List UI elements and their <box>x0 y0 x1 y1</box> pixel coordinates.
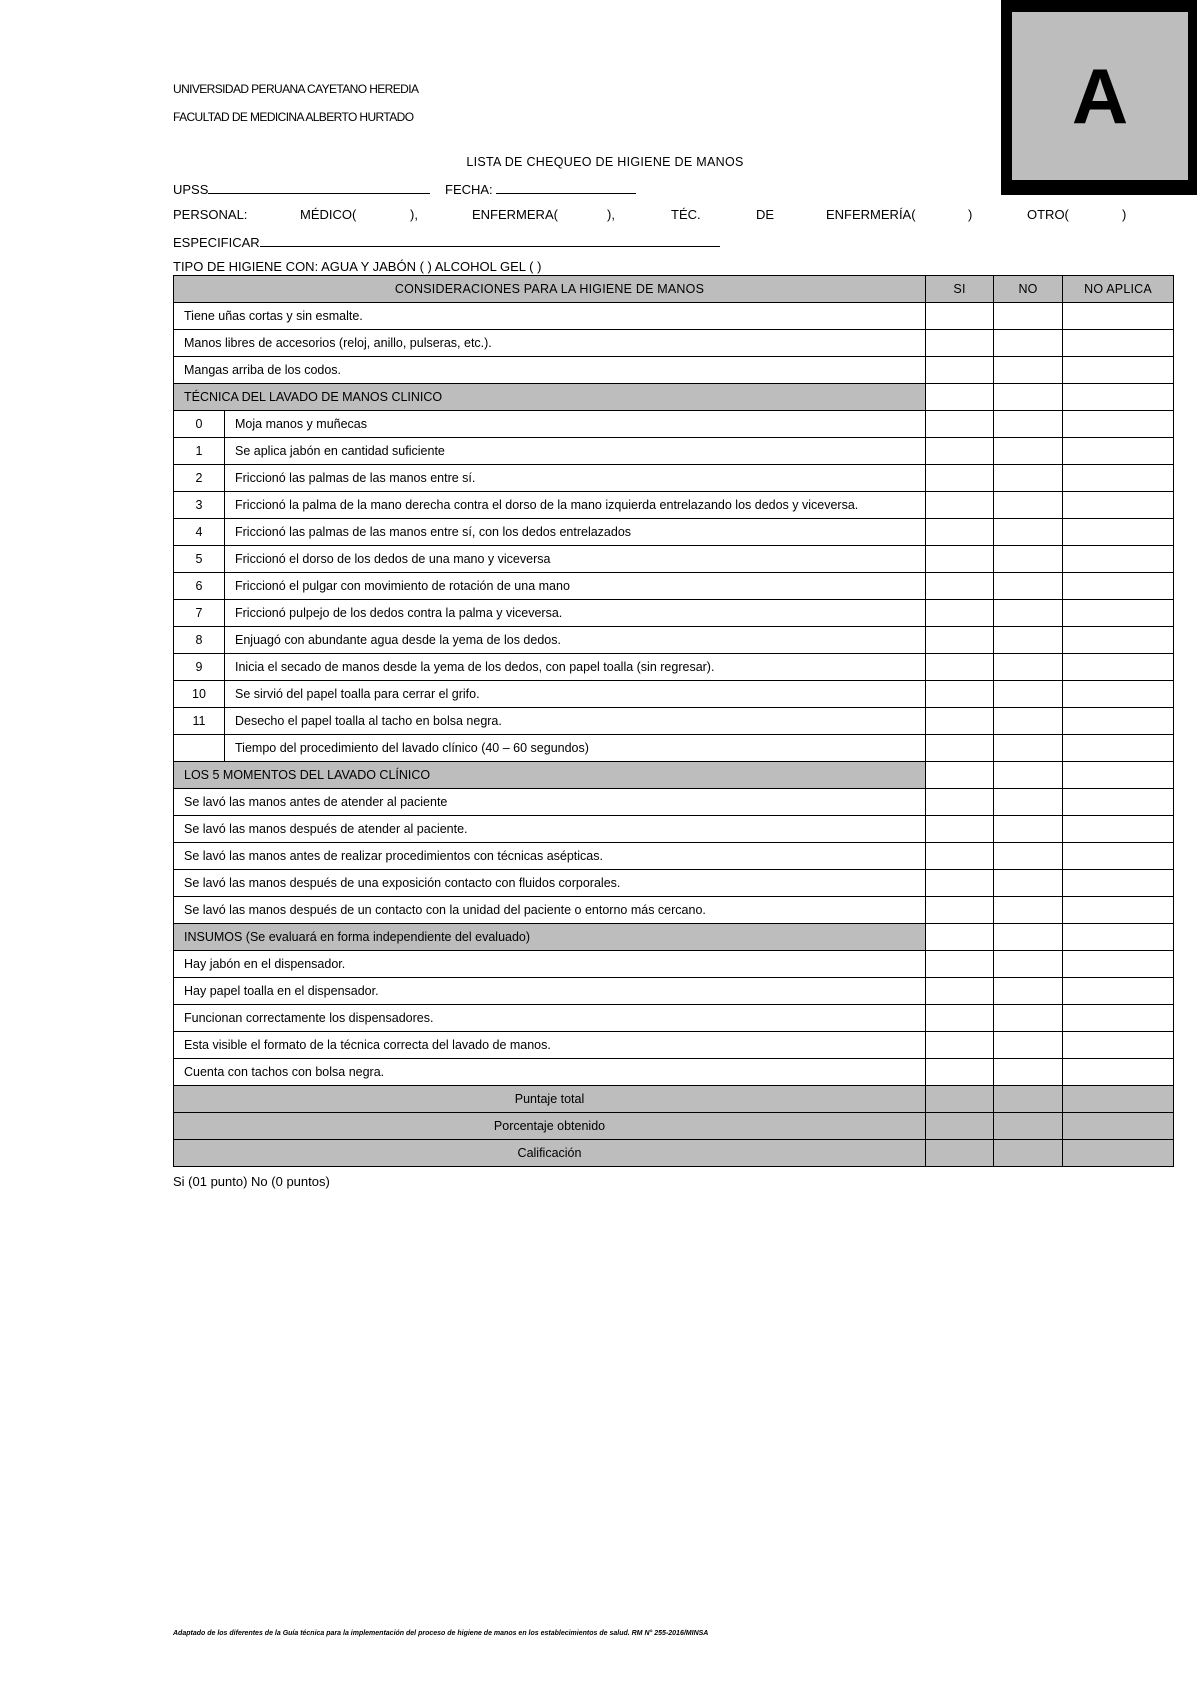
table-row <box>174 708 1174 735</box>
moment-text: Se lavó las manos después de atender al paciente. <box>174 816 926 843</box>
no-aplica-checkbox-cell[interactable] <box>1063 573 1174 600</box>
no-aplica-checkbox-cell[interactable] <box>1063 492 1174 519</box>
no-checkbox-cell[interactable] <box>994 654 1063 681</box>
consideration-text: Mangas arriba de los codos. <box>174 357 926 384</box>
total-label: Puntaje total <box>174 1086 926 1113</box>
no-aplica-checkbox-cell[interactable] <box>1063 1059 1174 1086</box>
no-checkbox-cell[interactable] <box>994 762 1063 789</box>
especificar-label: ESPECIFICAR <box>173 235 260 250</box>
no-checkbox-cell[interactable] <box>994 303 1063 330</box>
si-checkbox-cell[interactable] <box>926 411 994 438</box>
footer-source-note: Adaptado de los diferentes de la Guía técnica para la implementación del proceso de higiene de manos en los establecimientos de salud. RM N° 255-2016/MINSA <box>173 1630 709 1637</box>
no-aplica-checkbox-cell[interactable] <box>1063 681 1174 708</box>
step-text: Enjuagó con abundante agua desde la yema de los dedos. <box>225 627 926 654</box>
table-row <box>174 303 1174 330</box>
moment-text: Se lavó las manos antes de atender al paciente <box>174 789 926 816</box>
no-aplica-checkbox-cell[interactable] <box>1063 411 1174 438</box>
supply-text: Hay jabón en el dispensador. <box>174 951 926 978</box>
table-row <box>174 1059 1174 1086</box>
no-aplica-checkbox-cell[interactable] <box>1063 708 1174 735</box>
section-technique <box>174 384 1174 411</box>
si-checkbox-cell[interactable] <box>926 627 994 654</box>
section-title-moments: LOS 5 MOMENTOS DEL LAVADO CLÍNICO <box>174 762 926 789</box>
table-row <box>174 330 1174 357</box>
total-no-aplica-cell[interactable] <box>1063 1113 1174 1140</box>
no-aplica-checkbox-cell[interactable] <box>1063 438 1174 465</box>
step-text: Friccionó pulpejo de los dedos contra la palma y viceversa. <box>225 600 926 627</box>
no-checkbox-cell[interactable] <box>994 924 1063 951</box>
header-no-aplica: NO APLICA <box>1063 276 1174 303</box>
no-aplica-checkbox-cell[interactable] <box>1063 600 1174 627</box>
step-number: 11 <box>174 708 225 735</box>
no-aplica-checkbox-cell[interactable] <box>1063 843 1174 870</box>
no-checkbox-cell[interactable] <box>994 708 1063 735</box>
no-aplica-checkbox-cell[interactable] <box>1063 897 1174 924</box>
table-row <box>174 438 1174 465</box>
moment-text: Se lavó las manos después de un contacto con la unidad del paciente o entorno más cercano. <box>174 897 926 924</box>
form-title: LISTA DE CHEQUEO DE HIGIENE DE MANOS <box>466 155 744 169</box>
no-aplica-checkbox-cell[interactable] <box>1063 357 1174 384</box>
si-checkbox-cell[interactable] <box>926 789 994 816</box>
scoring-note: Si (01 punto) No (0 puntos) <box>173 1174 330 1189</box>
total-no-aplica-cell[interactable] <box>1063 1140 1174 1167</box>
consideration-text: Manos libres de accesorios (reloj, anillo, pulseras, etc.). <box>174 330 926 357</box>
upss-row <box>173 181 430 197</box>
table-row <box>174 843 1174 870</box>
si-checkbox-cell[interactable] <box>926 924 994 951</box>
step-text: Friccionó las palmas de las manos entre sí, con los dedos entrelazados <box>225 519 926 546</box>
no-checkbox-cell[interactable] <box>994 816 1063 843</box>
upss-input-line[interactable] <box>208 181 430 194</box>
table-row <box>174 1005 1174 1032</box>
table-row <box>174 870 1174 897</box>
si-checkbox-cell[interactable] <box>926 438 994 465</box>
no-checkbox-cell[interactable] <box>994 465 1063 492</box>
no-checkbox-cell[interactable] <box>994 897 1063 924</box>
no-checkbox-cell[interactable] <box>994 438 1063 465</box>
otro-option[interactable]: OTRO( <box>1027 207 1069 222</box>
supply-text: Cuenta con tachos con bolsa negra. <box>174 1059 926 1086</box>
no-aplica-checkbox-cell[interactable] <box>1063 951 1174 978</box>
moment-text: Se lavó las manos antes de realizar procedimientos con técnicas asépticas. <box>174 843 926 870</box>
table-row <box>174 600 1174 627</box>
step-number: 2 <box>174 465 225 492</box>
step-number: 9 <box>174 654 225 681</box>
section-moments <box>174 762 1174 789</box>
no-aplica-checkbox-cell[interactable] <box>1063 1005 1174 1032</box>
total-no-cell[interactable] <box>994 1086 1063 1113</box>
no-aplica-checkbox-cell[interactable] <box>1063 870 1174 897</box>
table-row <box>174 897 1174 924</box>
hygiene-type-row[interactable]: TIPO DE HIGIENE CON: AGUA Y JABÓN ( ) ALCOHOL GEL ( ) <box>173 259 542 274</box>
enfermera-close: ), <box>607 207 615 222</box>
step-number: 0 <box>174 411 225 438</box>
table-row <box>174 411 1174 438</box>
step-text: Se sirvió del papel toalla para cerrar el grifo. <box>225 681 926 708</box>
supply-text: Hay papel toalla en el dispensador. <box>174 978 926 1005</box>
step-number: 6 <box>174 573 225 600</box>
no-aplica-checkbox-cell[interactable] <box>1063 384 1174 411</box>
section-title-supplies: INSUMOS (Se evaluará en forma independiente del evaluado) <box>174 924 926 951</box>
faculty-name: FACULTAD DE MEDICINA ALBERTO HURTADO <box>173 110 414 124</box>
checklist-table <box>173 275 1174 1167</box>
si-checkbox-cell[interactable] <box>926 951 994 978</box>
section-supplies <box>174 924 1174 951</box>
si-checkbox-cell[interactable] <box>926 384 994 411</box>
no-checkbox-cell[interactable] <box>994 843 1063 870</box>
enfermeria-option[interactable]: ENFERMERÍA( <box>826 207 916 222</box>
total-label: Porcentaje obtenido <box>174 1113 926 1140</box>
step-number: 4 <box>174 519 225 546</box>
total-score-row <box>174 1086 1174 1113</box>
header-considerations: CONSIDERACIONES PARA LA HIGIENE DE MANOS <box>174 276 926 303</box>
no-checkbox-cell[interactable] <box>994 330 1063 357</box>
total-si-cell[interactable] <box>926 1113 994 1140</box>
si-checkbox-cell[interactable] <box>926 762 994 789</box>
table-row <box>174 492 1174 519</box>
consideration-text: Tiene uñas cortas y sin esmalte. <box>174 303 926 330</box>
no-aplica-checkbox-cell[interactable] <box>1063 465 1174 492</box>
si-checkbox-cell[interactable] <box>926 654 994 681</box>
no-checkbox-cell[interactable] <box>994 1005 1063 1032</box>
total-no-cell[interactable] <box>994 1140 1063 1167</box>
fecha-label: FECHA: <box>445 182 493 197</box>
no-checkbox-cell[interactable] <box>994 357 1063 384</box>
si-checkbox-cell[interactable] <box>926 330 994 357</box>
table-row <box>174 1032 1174 1059</box>
no-checkbox-cell[interactable] <box>994 789 1063 816</box>
no-aplica-checkbox-cell[interactable] <box>1063 519 1174 546</box>
step-text: Friccionó las palmas de las manos entre sí. <box>225 465 926 492</box>
step-text: Friccionó la palma de la mano derecha contra el dorso de la mano izquierda entrelazando los dedos y viceversa. <box>225 492 926 519</box>
supply-text: Esta visible el formato de la técnica correcta del lavado de manos. <box>174 1032 926 1059</box>
no-aplica-checkbox-cell[interactable] <box>1063 303 1174 330</box>
no-checkbox-cell[interactable] <box>994 384 1063 411</box>
table-row <box>174 816 1174 843</box>
table-header-row <box>174 276 1174 303</box>
especificar-row <box>173 234 720 250</box>
header-si: SI <box>926 276 994 303</box>
no-checkbox-cell[interactable] <box>994 411 1063 438</box>
institution-name: UNIVERSIDAD PERUANA CAYETANO HEREDIA <box>173 82 419 96</box>
si-checkbox-cell[interactable] <box>926 546 994 573</box>
no-aplica-checkbox-cell[interactable] <box>1063 1032 1174 1059</box>
no-checkbox-cell[interactable] <box>994 519 1063 546</box>
step-text: Friccionó el dorso de los dedos de una mano y viceversa <box>225 546 926 573</box>
fecha-row <box>445 181 636 197</box>
si-checkbox-cell[interactable] <box>926 870 994 897</box>
table-row <box>174 546 1174 573</box>
enfermera-option[interactable]: ENFERMERA( <box>472 207 558 222</box>
si-checkbox-cell[interactable] <box>926 600 994 627</box>
no-aplica-checkbox-cell[interactable] <box>1063 789 1174 816</box>
no-checkbox-cell[interactable] <box>994 627 1063 654</box>
step-number: 7 <box>174 600 225 627</box>
table-row <box>174 357 1174 384</box>
table-row <box>174 681 1174 708</box>
step-number: 3 <box>174 492 225 519</box>
step-number <box>174 735 225 762</box>
step-number: 8 <box>174 627 225 654</box>
si-checkbox-cell[interactable] <box>926 573 994 600</box>
medico-option[interactable]: MÉDICO( <box>300 207 357 222</box>
fecha-input-line[interactable] <box>496 181 636 194</box>
step-number: 10 <box>174 681 225 708</box>
personal-label: PERSONAL: <box>173 207 248 222</box>
no-checkbox-cell[interactable] <box>994 1032 1063 1059</box>
medico-close: ), <box>410 207 418 222</box>
no-aplica-checkbox-cell[interactable] <box>1063 978 1174 1005</box>
si-checkbox-cell[interactable] <box>926 708 994 735</box>
total-si-cell[interactable] <box>926 1140 994 1167</box>
no-aplica-checkbox-cell[interactable] <box>1063 735 1174 762</box>
no-aplica-checkbox-cell[interactable] <box>1063 654 1174 681</box>
si-checkbox-cell[interactable] <box>926 843 994 870</box>
step-text: Desecho el papel toalla al tacho en bolsa negra. <box>225 708 926 735</box>
no-aplica-checkbox-cell[interactable] <box>1063 330 1174 357</box>
section-title-technique: TÉCNICA DEL LAVADO DE MANOS CLINICO <box>174 384 926 411</box>
si-checkbox-cell[interactable] <box>926 681 994 708</box>
si-checkbox-cell[interactable] <box>926 816 994 843</box>
si-checkbox-cell[interactable] <box>926 357 994 384</box>
table-row <box>174 978 1174 1005</box>
supply-text: Funcionan correctamente los dispensadores. <box>174 1005 926 1032</box>
si-checkbox-cell[interactable] <box>926 492 994 519</box>
no-checkbox-cell[interactable] <box>994 573 1063 600</box>
step-number: 5 <box>174 546 225 573</box>
table-row <box>174 627 1174 654</box>
moment-text: Se lavó las manos después de una exposición contacto con fluidos corporales. <box>174 870 926 897</box>
no-checkbox-cell[interactable] <box>994 681 1063 708</box>
table-row <box>174 654 1174 681</box>
no-checkbox-cell[interactable] <box>994 546 1063 573</box>
no-checkbox-cell[interactable] <box>994 600 1063 627</box>
step-text: Se aplica jabón en cantidad suficiente <box>225 438 926 465</box>
table-row <box>174 735 1174 762</box>
si-checkbox-cell[interactable] <box>926 1005 994 1032</box>
otro-close: ) <box>1122 207 1127 222</box>
de-label: DE <box>756 207 775 222</box>
total-no-cell[interactable] <box>994 1113 1063 1140</box>
no-aplica-checkbox-cell[interactable] <box>1063 546 1174 573</box>
tec-label: TÉC. <box>671 207 701 222</box>
enfermeria-close: ) <box>968 207 973 222</box>
header-no: NO <box>994 276 1063 303</box>
upss-label: UPSS <box>173 182 209 197</box>
step-text: Inicia el secado de manos desde la yema de los dedos, con papel toalla (sin regresar). <box>225 654 926 681</box>
no-checkbox-cell[interactable] <box>994 870 1063 897</box>
step-text: Friccionó el pulgar con movimiento de rotación de una mano <box>225 573 926 600</box>
no-aplica-checkbox-cell[interactable] <box>1063 627 1174 654</box>
si-checkbox-cell[interactable] <box>926 1032 994 1059</box>
si-checkbox-cell[interactable] <box>926 1059 994 1086</box>
no-checkbox-cell[interactable] <box>994 1059 1063 1086</box>
table-row <box>174 951 1174 978</box>
si-checkbox-cell[interactable] <box>926 465 994 492</box>
si-checkbox-cell[interactable] <box>926 897 994 924</box>
no-checkbox-cell[interactable] <box>994 492 1063 519</box>
total-label: Calificación <box>174 1140 926 1167</box>
step-text: Tiempo del procedimiento del lavado clínico (40 – 60 segundos) <box>225 735 926 762</box>
table-row <box>174 465 1174 492</box>
grade-row <box>174 1140 1174 1167</box>
table-row <box>174 573 1174 600</box>
no-checkbox-cell[interactable] <box>994 951 1063 978</box>
si-checkbox-cell[interactable] <box>926 735 994 762</box>
step-text: Moja manos y muñecas <box>225 411 926 438</box>
especificar-input-line[interactable] <box>260 234 720 247</box>
no-aplica-checkbox-cell[interactable] <box>1063 924 1174 951</box>
si-checkbox-cell[interactable] <box>926 978 994 1005</box>
form-version-letter: A <box>1012 12 1188 180</box>
percentage-row <box>174 1113 1174 1140</box>
table-row <box>174 519 1174 546</box>
step-number: 1 <box>174 438 225 465</box>
total-no-aplica-cell[interactable] <box>1063 1086 1174 1113</box>
no-checkbox-cell[interactable] <box>994 735 1063 762</box>
no-checkbox-cell[interactable] <box>994 978 1063 1005</box>
total-si-cell[interactable] <box>926 1086 994 1113</box>
table-row <box>174 789 1174 816</box>
si-checkbox-cell[interactable] <box>926 303 994 330</box>
no-aplica-checkbox-cell[interactable] <box>1063 816 1174 843</box>
no-aplica-checkbox-cell[interactable] <box>1063 762 1174 789</box>
si-checkbox-cell[interactable] <box>926 519 994 546</box>
